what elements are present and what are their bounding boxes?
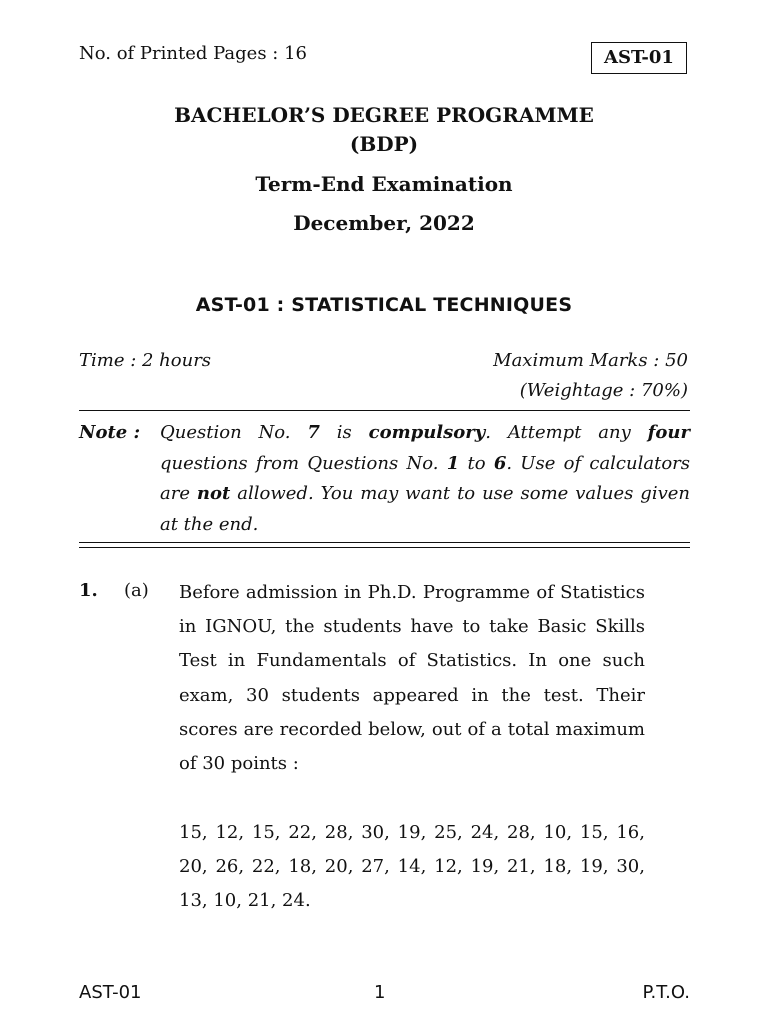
question-scores: 15, 12, 15, 22, 28, 30, 19, 25, 24, 28, 10, 15, 16, 20, 26, 22, 18, 20, 27, 14, 12, 19, 21, 18, 19, 30, 13, 10, 21, 24.: [179, 822, 645, 912]
note-emphasis: not: [196, 483, 231, 504]
course-title: AST-01 : STATISTICAL TECHNIQUES: [195, 294, 573, 316]
footer-course-code: AST-01: [79, 982, 142, 1003]
divider-double-lower: [79, 547, 690, 548]
note-emphasis: 1: [446, 452, 460, 474]
weightage: (Weightage : 70%): [519, 380, 688, 401]
note-text: . Attempt any: [485, 422, 648, 443]
note-text: . Use of calculators are: [160, 452, 691, 504]
exam-date: December, 2022: [293, 211, 475, 235]
note-text: questions from Questions No.: [160, 452, 447, 474]
note-text: allowed. You may want to use some values given at the end.: [160, 483, 690, 535]
note-text: to: [459, 452, 494, 474]
programme-title: BACHELOR’S DEGREE PROGRAMME: [174, 103, 594, 127]
divider-double-upper: [79, 542, 690, 543]
question-part: (a): [124, 580, 149, 601]
programme-abbreviation: (BDP): [349, 132, 419, 156]
note-label: Note :: [79, 422, 141, 443]
note-instructions: [160, 418, 690, 540]
note-emphasis: 6: [493, 452, 507, 474]
footer-pto: P.T.O.: [642, 982, 690, 1003]
note-emphasis: compulsory: [368, 422, 486, 443]
course-code-box: AST-01: [591, 42, 687, 74]
printed-pages-count: No. of Printed Pages : 16: [79, 43, 307, 64]
note-text: Question No.: [160, 422, 308, 443]
note-text: is: [319, 422, 369, 443]
question-text: Before admission in Ph.D. Programme of Statistics in IGNOU, the students have to take Basic Skills Test in Fundamentals of Statistics. In one such exam, 30 students appeared in the test. Their scores are recorded below, out of a total maximum of 30 points :: [179, 582, 645, 775]
time-allowed: Time : 2 hours: [79, 350, 212, 371]
divider-top: [79, 410, 690, 411]
maximum-marks: Maximum Marks : 50: [493, 350, 688, 371]
note-emphasis: 7: [307, 422, 320, 443]
exam-type: Term-End Examination: [255, 172, 513, 196]
footer-page-number: 1: [374, 982, 386, 1003]
question-number: 1.: [79, 580, 98, 601]
note-emphasis: four: [647, 422, 690, 443]
